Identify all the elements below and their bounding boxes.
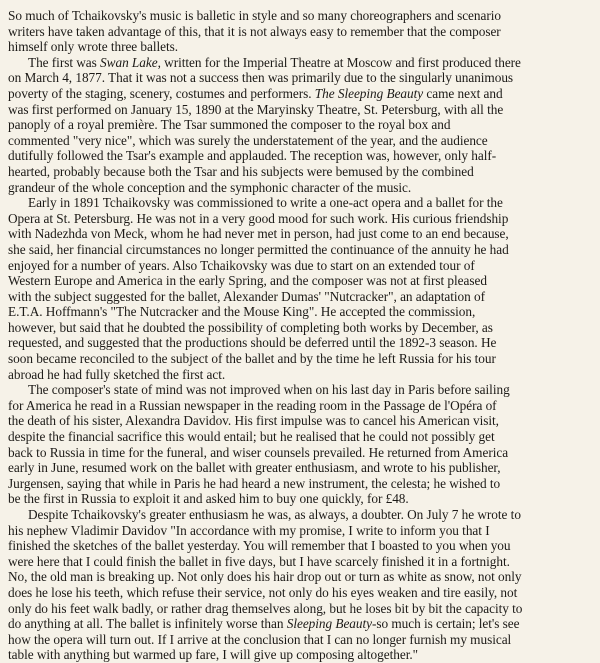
text-line: only do his feet walk badly, or rather drag themselves along, but he loses bit by bit the capacity to <box>8 600 523 616</box>
text-line: commented "very nice", which was surely the understatement of the year, and the audience <box>8 132 488 148</box>
text-line: the death of his sister, Alexandra Davidov. His first impulse was to cancel his American visit, <box>8 413 499 429</box>
text-line <box>8 86 592 102</box>
text-line: abroad he had fully sketched the first act. <box>8 366 226 382</box>
italic-title: Swan Lake <box>100 54 158 70</box>
paragraph <box>8 195 592 382</box>
text-line: soon became reconciled to the subject of the ballet and by the time he left Russia for his tour <box>8 351 496 367</box>
text-line: on March 4, 1877. That it was not a success then was primarily due to the singularly unanimous <box>8 70 514 86</box>
text-line: back to Russia in time for the funeral, and wiser counsels prevailed. He returned from America <box>8 444 509 460</box>
text-line: for America he read in a Russian newspaper in the reading room in the Passage de l'Opéra of <box>8 397 497 413</box>
text-line: does he lose his teeth, which refuse their service, not only do his eyes weaken and tire easily, not <box>8 584 518 600</box>
text-line: writers have taken advantage of this, that it is not always easy to remember that the composer <box>8 23 501 39</box>
text-line: Western Europe and America in the early Spring, and the composer was not at first pleased <box>8 273 487 289</box>
text-line: Despite Tchaikovsky's greater enthusiasm he was, as always, a doubter. On July 7 he wrote to <box>28 507 521 522</box>
text-line: grandeur of the whole conception and the symphonic character of the music. <box>8 179 412 195</box>
text-line: Early in 1891 Tchaikovsky was commissioned to write a one-act opera and a ballet for the <box>28 195 503 211</box>
text-line: his nephew Vladimir Davidov "In accordance with my promise, I write to inform you that I <box>8 522 490 538</box>
text-line <box>8 616 592 632</box>
text-line: E.T.A. Hoffmann's "The Nutcracker and the Mouse King". He accepted the commission, <box>8 304 476 320</box>
text-line: were here that I could finish the ballet in five days, but I have scarcely finished it in a fortnight. <box>8 553 510 569</box>
text-segment: -so much is certain; let's see <box>372 616 520 632</box>
text-line: with the subject suggested for the ballet, Alexander Dumas' "Nutcracker", an adaptation of <box>8 288 485 304</box>
text-line: So much of Tchaikovsky's music is balletic in style and so many choreographers and scenario <box>8 8 501 23</box>
paragraph <box>8 382 592 507</box>
text-line: requested, and suggested that the productions should be deferred until the 1892-3 season. He <box>8 335 497 351</box>
text-line: hearted, probably because both the Tsar and his subjects were bemused by the combined <box>8 163 474 179</box>
text-line: enjoyed for a number of years. Also Tchaikovsky was due to start on an extended tour of <box>8 257 475 273</box>
text-line: table with anything but warmed up fare, I will give up composing altogether." <box>8 647 418 663</box>
paragraph <box>8 8 592 55</box>
text-segment: , written for the Imperial Theatre at Moscow and first produced there <box>157 54 521 70</box>
text-line: No, the old man is breaking up. Not only does his hair drop out or turn as white as snow, not only <box>8 569 522 585</box>
text-segment: do anything at all. The ballet is infinitely worse than <box>8 616 287 632</box>
text-segment: came next and <box>423 85 503 101</box>
text-line: however, but said that he doubted the possibility of completing both works by December, as <box>8 319 493 335</box>
text-line: was first performed on January 15, 1890 at the Maryinsky Theatre, St. Petersburg, with all the <box>8 101 504 117</box>
text-line: early in June, resumed work on the ballet with greater enthusiasm, and wrote to his publisher, <box>8 460 501 476</box>
text-line: be the first in Russia to exploit it and asked him to buy one quickly, for £48. <box>8 491 409 507</box>
text-segment: The first was <box>28 54 101 70</box>
italic-title: The Sleeping Beauty <box>314 85 424 101</box>
text-line: The composer's state of mind was not improved when on his last day in Paris before sailing <box>28 382 510 398</box>
paragraph <box>8 55 592 195</box>
text-line: despite the financial sacrifice this would entail; but he realised that he could not possibly get <box>8 429 495 445</box>
text-line: panoply of a royal première. The Tsar summoned the composer to the royal box and <box>8 117 451 133</box>
text-line: dutifully followed the Tsar's example and applauded. The reception was, however, only half- <box>8 148 497 164</box>
text-line: himself only wrote three ballets. <box>8 39 179 55</box>
text-line: Opera at St. Petersburg. He was not in a very good mood for such work. His curious friendship <box>8 210 509 226</box>
italic-title: Sleeping Beauty <box>286 616 372 632</box>
text-line: with Nadezhda von Meck, whom he had never met in person, had just come to an end because, <box>8 226 509 242</box>
paragraph <box>8 507 592 663</box>
text-line <box>8 55 592 71</box>
text-line: Jurgensen, saying that while in Paris he had heard a new instrument, the celesta; he wished to <box>8 475 501 491</box>
text-segment: poverty of the staging, scenery, costumes and performers. <box>8 85 315 101</box>
text-line: how the opera will turn out. If I arrive at the conclusion that I can no longer furnish my musical <box>8 631 512 647</box>
text-line: she said, her financial circumstances no longer permitted the continuance of the annuity he had <box>8 241 509 257</box>
text-line: finished the sketches of the ballet yesterday. You will remember that I boasted to you when you <box>8 538 511 554</box>
